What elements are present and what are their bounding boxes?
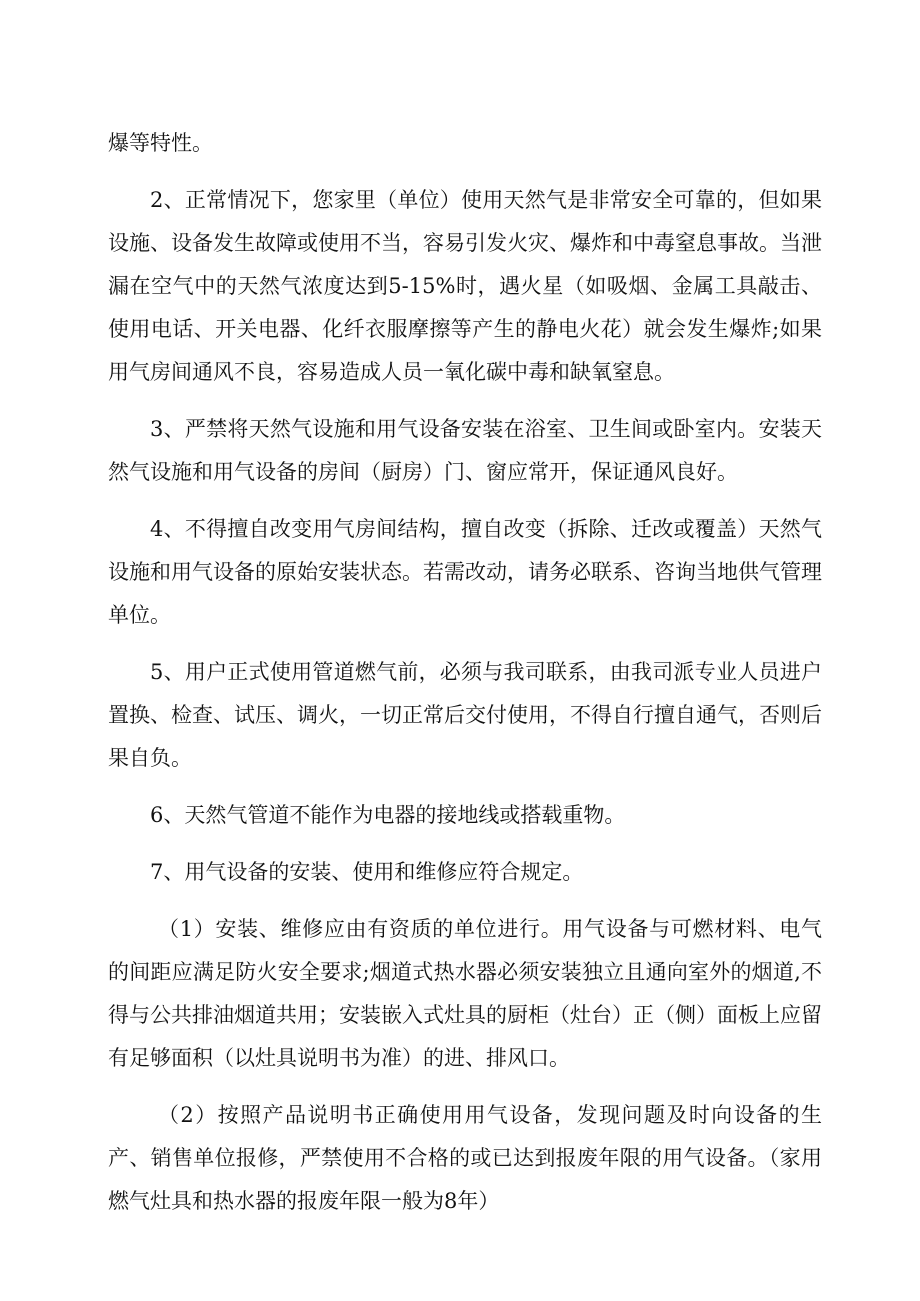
paragraph-item-4: 4、不得擅自改变用气房间结构，擅自改变（拆除、迁改或覆盖）天然气设施和用气设备的原始安装状态。若需改动，请务必联系、咨询当地供气管理单位。 xyxy=(108,517,822,627)
paragraph-item-7-2: （2）按照产品说明书正确使用用气设备，发现问题及时向设备的生产、销售单位报修，严禁使用不合格的或已达到报废年限的用气设备。（家用燃气灶具和热水器的报废年限一般为8年） xyxy=(108,1103,822,1213)
document-body xyxy=(108,122,822,1237)
paragraph-item-6: 6、天然气管道不能作为电器的接地线或搭载重物。 xyxy=(150,803,626,827)
paragraph-item-7: 7、用气设备的安装、使用和维修应符合规定。 xyxy=(150,860,584,884)
paragraph-continuation: 爆等特性。 xyxy=(108,131,213,155)
paragraph-item-7-1: （1）安装、维修应由有资质的单位进行。用气设备与可燃材料、电气的间距应满足防火安全要求;烟道式热水器必须安装独立且通向室外的烟道,不得与公共排油烟道共用；安装嵌入式灶具的厨柜（灶台）正（侧）面板上应留有足够面积（以灶具说明书为准）的进、排风口。 xyxy=(108,917,822,1070)
paragraph-item-5: 5、用户正式使用管道燃气前，必须与我司联系，由我司派专业人员进户置换、检查、试压、调火，一切正常后交付使用，不得自行擅自通气，否则后果自负。 xyxy=(108,660,822,770)
paragraph-item-2: 2、正常情况下，您家里（单位）使用天然气是非常安全可靠的，但如果设施、设备发生故障或使用不当，容易引发火灾、爆炸和中毒窒息事故。当泄漏在空气中的天然气浓度达到5-15%时，遇火星（如吸烟、金属工具敲击、使用电话、开关电器、化纤衣服摩擦等产生的静电火花）就会发生爆炸;如果用气房间通风不良，容易造成人员一氧化碳中毒和缺氧窒息。 xyxy=(108,188,822,384)
paragraph-item-3: 3、严禁将天然气设施和用气设备安装在浴室、卫生间或卧室内。安装天然气设施和用气设备的房间（厨房）门、窗应常开，保证通风良好。 xyxy=(108,417,822,484)
